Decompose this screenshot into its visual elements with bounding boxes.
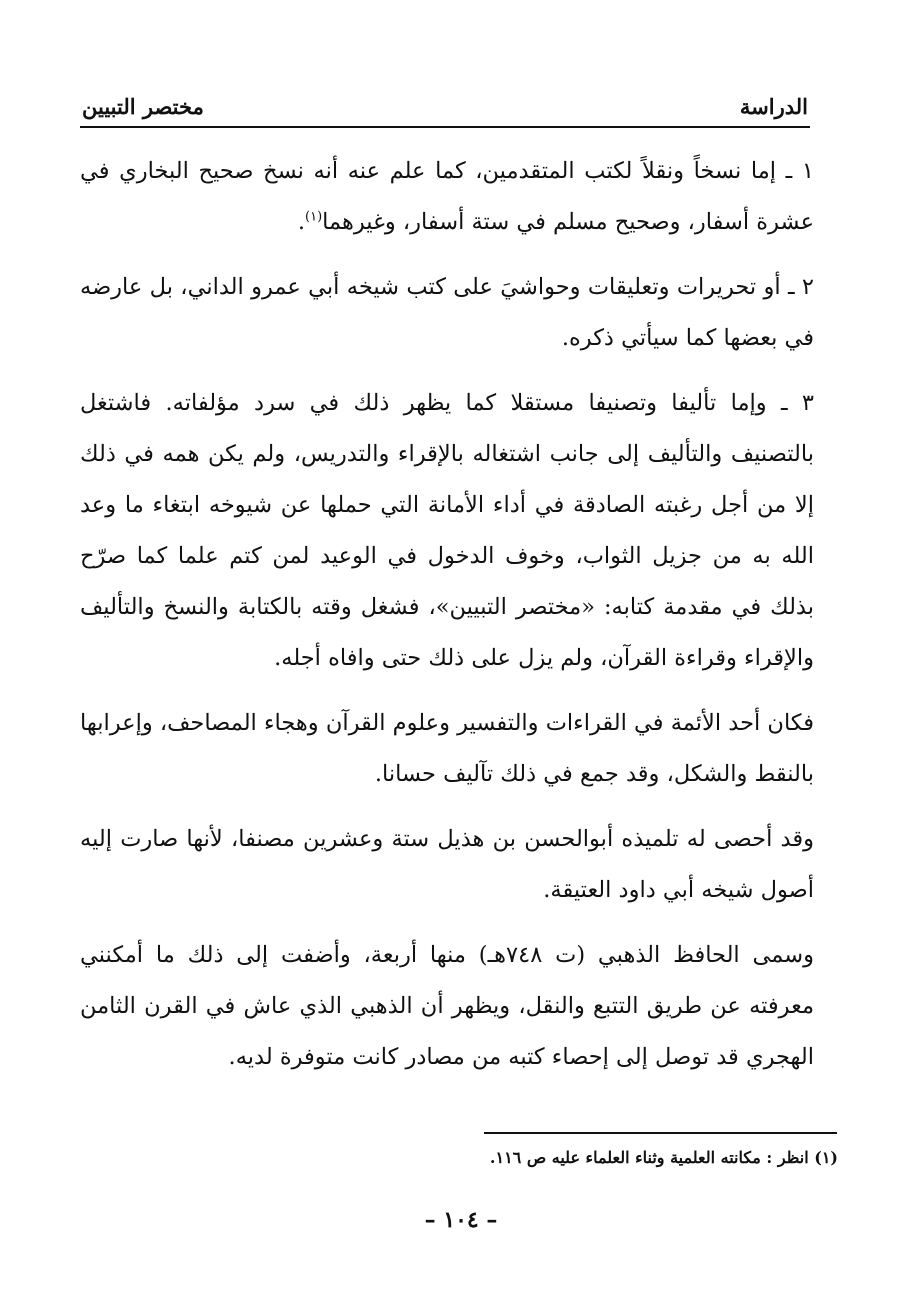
page-number: – ١٠٤ – bbox=[424, 1207, 498, 1233]
paragraph-4: فكان أحد الأئمة في القراءات والتفسير وعلوم القرآن وهجاء المصاحف، وإعرابها بالنقط والشكل، وقد جمع في ذلك تآليف حسانا. bbox=[80, 710, 814, 787]
book-title: مختصر التبيين bbox=[82, 94, 204, 119]
paragraph-1-end: . bbox=[297, 209, 306, 235]
running-header bbox=[80, 80, 810, 128]
body-text bbox=[80, 146, 814, 1083]
paragraph-1-text: ١ ـ إما نسخاً ونقلاً لكتب المتقدمين، كما علم عنه أنه نسخ صحيح البخاري في عشرة أسفار، وصحيح مسلم في ستة أسفار، وغيرهما bbox=[80, 158, 814, 235]
paragraph-1 bbox=[80, 146, 814, 248]
paragraph-5: وقد أحصى له تلميذه أبوالحسن بن هذيل ستة وعشرين مصنفا، لأنها صارت إليه أصول شيخه أبي داود العتيقة. bbox=[80, 826, 814, 903]
footnote: (١) انظر : مكانته العلمية وثناء العلماء عليه ص ١١٦. bbox=[489, 1148, 838, 1167]
paragraph-6: وسمى الحافظ الذهبي (ت ٧٤٨هـ) منها أربعة، وأضفت إلى ذلك ما أمكنني معرفته عن طريق التتبع والنقل، ويظهر أن الذهبي الذي عاش في القرن الثامن الهجري قد توصل إلى إحصاء كتبه من مصادر كانت متوفرة لديه. bbox=[80, 942, 814, 1070]
section-title: الدراسة bbox=[739, 94, 808, 119]
footnote-reference: (١) bbox=[305, 209, 323, 225]
paragraph-2: ٢ ـ أو تحريرات وتعليقات وحواشيَ على كتب شيخه أبي عمرو الداني، بل عارضه في بعضها كما سيأتي ذكره. bbox=[80, 274, 814, 351]
footnote-divider bbox=[484, 1132, 837, 1134]
paragraph-3: ٣ ـ وإما تأليفا وتصنيفا مستقلا كما يظهر ذلك في سرد مؤلفاته. فاشتغل بالتصنيف والتأليف إلى جانب اشتغاله بالإقراء والتدريس، ولم يكن همه في ذلك إلا من أجل رغبته الصادقة في أداء الأمانة التي حملها عن شيوخه ابتغاء ما وعد الله به من جزيل الثواب، وخوف الدخول في الوعيد لمن كتم علما كما صرّح بذلك في مقدمة كتابه: «مختصر التبيين»، فشغل وقته بالكتابة والنسخ والتأليف والإقراء وقراءة القرآن، ولم يزل على ذلك حتى وافاه أجله. bbox=[80, 390, 814, 671]
